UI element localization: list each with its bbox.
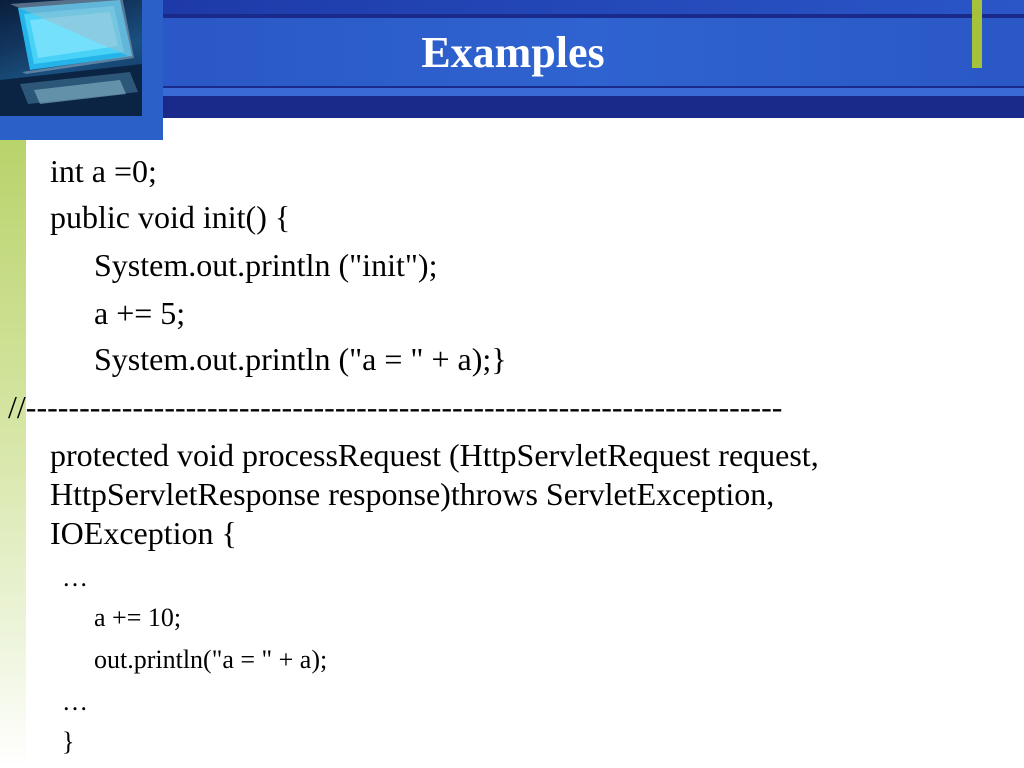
code-line: … <box>62 563 88 592</box>
header-band-top <box>163 0 1024 14</box>
header-stripe <box>163 88 1024 96</box>
code-line: … <box>62 687 88 716</box>
left-gradient-rail <box>0 140 26 768</box>
separator-comment: //----------------------------------------------------------------------- <box>8 389 783 425</box>
code-line: a += 10; <box>94 603 182 632</box>
code-line: int a =0; <box>50 153 157 189</box>
code-line: a += 5; <box>94 295 186 331</box>
code-line: protected void processRequest (HttpServletRequest request, <box>50 437 819 473</box>
code-line: System.out.println ("init"); <box>94 247 438 283</box>
code-line: out.println("a = " + a); <box>94 645 328 674</box>
code-line: System.out.println ("a = " + a);} <box>94 341 507 377</box>
green-accent-bar <box>972 0 982 68</box>
monitor-illustration-icon <box>0 0 142 116</box>
monitor-svg <box>0 0 142 116</box>
slide-title: Examples <box>421 27 605 77</box>
code-line: public void init() { <box>50 199 291 235</box>
header-band-low <box>163 98 1024 118</box>
code-line: } <box>62 727 75 756</box>
logo-frame <box>0 0 163 140</box>
code-line: IOException { <box>50 515 237 551</box>
code-line: HttpServletResponse response)throws ServletException, <box>50 476 775 512</box>
